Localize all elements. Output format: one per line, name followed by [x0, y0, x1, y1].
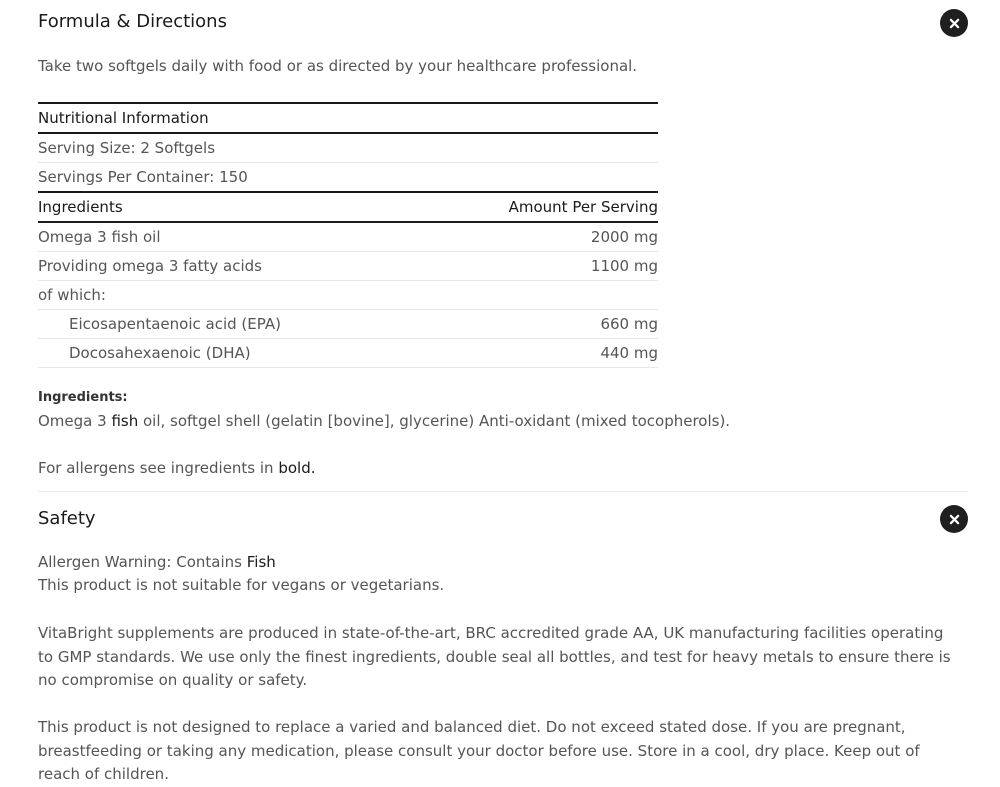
safety-section-title: Safety	[38, 508, 96, 529]
allergens-bold: bold.	[278, 459, 316, 477]
allergens-prefix: For allergens see ingredients in	[38, 459, 279, 477]
ingredients-suffix: oil, softgel shell (gelatin [bovine], glycerine) Anti-oxidant (mixed tocopherols).	[138, 412, 731, 430]
ingredient-name: Omega 3 fish oil	[38, 222, 422, 252]
directions-text: Take two softgels daily with food or as directed by your healthcare professional.	[38, 57, 638, 75]
nutrition-table-heading: Nutritional Information	[38, 103, 658, 133]
servings-per-container: Servings Per Container: 150	[38, 168, 248, 186]
column-header-amount: Amount Per Serving	[422, 192, 658, 222]
table-row	[38, 310, 658, 339]
ingredient-amount: 660 mg	[422, 310, 658, 339]
ingredient-name: Eicosapentaenoic acid (EPA)	[38, 310, 422, 339]
table-row	[38, 252, 658, 281]
safety-close-button[interactable]	[940, 505, 968, 533]
ingredients-heading: Ingredients:	[38, 390, 128, 405]
nutrition-table	[38, 102, 658, 368]
serving-size: Serving Size: 2 Softgels	[38, 133, 658, 163]
vegan-note: This product is not suitable for vegans or vegetarians.	[38, 576, 445, 594]
ingredient-name: Providing omega 3 fatty acids	[38, 252, 422, 281]
allergen-warning-bold: Fish	[246, 553, 276, 571]
ingredient-name: Docosahexaenoic (DHA)	[38, 339, 422, 368]
ingredient-amount: 440 mg	[422, 339, 658, 368]
table-row	[38, 339, 658, 368]
manufacturing-text: VitaBright supplements are produced in state-of-the-art, BRC accredited grade AA, UK manufacturing facilities operating to GMP standards. We use only the finest ingredients, double seal all bottles, and test for heavy metals to ensure there is no compromise on quality or safety.	[38, 624, 951, 689]
ingredients-allergen: fish	[111, 412, 139, 430]
table-row	[38, 163, 658, 193]
formula-section-title: Formula & Directions	[38, 11, 227, 32]
close-icon	[949, 514, 960, 525]
column-header-ingredients: Ingredients	[38, 192, 422, 222]
ingredients-prefix: Omega 3	[38, 412, 112, 430]
table-row	[38, 281, 658, 310]
nutrition-table-heading-row	[38, 103, 658, 133]
formula-close-button[interactable]	[940, 9, 968, 37]
ingredient-amount: 1100 mg	[422, 252, 658, 281]
table-row	[38, 133, 658, 163]
ingredients-header-row	[38, 192, 658, 222]
table-row	[38, 222, 658, 252]
ingredient-name: of which:	[38, 281, 422, 310]
allergen-warning-prefix: Allergen Warning: Contains	[38, 553, 247, 571]
ingredient-amount	[422, 281, 658, 310]
section-divider	[38, 491, 968, 492]
ingredients-text	[38, 410, 730, 434]
disclaimer-text: This product is not designed to replace a varied and balanced diet. Do not exceed stated dose. If you are pregnant, breastfeeding or taking any medication, please consult your doctor before use. Store in a cool, dry place. Keep out of reach of children.	[38, 718, 920, 783]
allergens-note	[38, 457, 316, 481]
ingredient-amount: 2000 mg	[422, 222, 658, 252]
close-icon	[949, 18, 960, 29]
allergen-warning	[38, 551, 276, 575]
